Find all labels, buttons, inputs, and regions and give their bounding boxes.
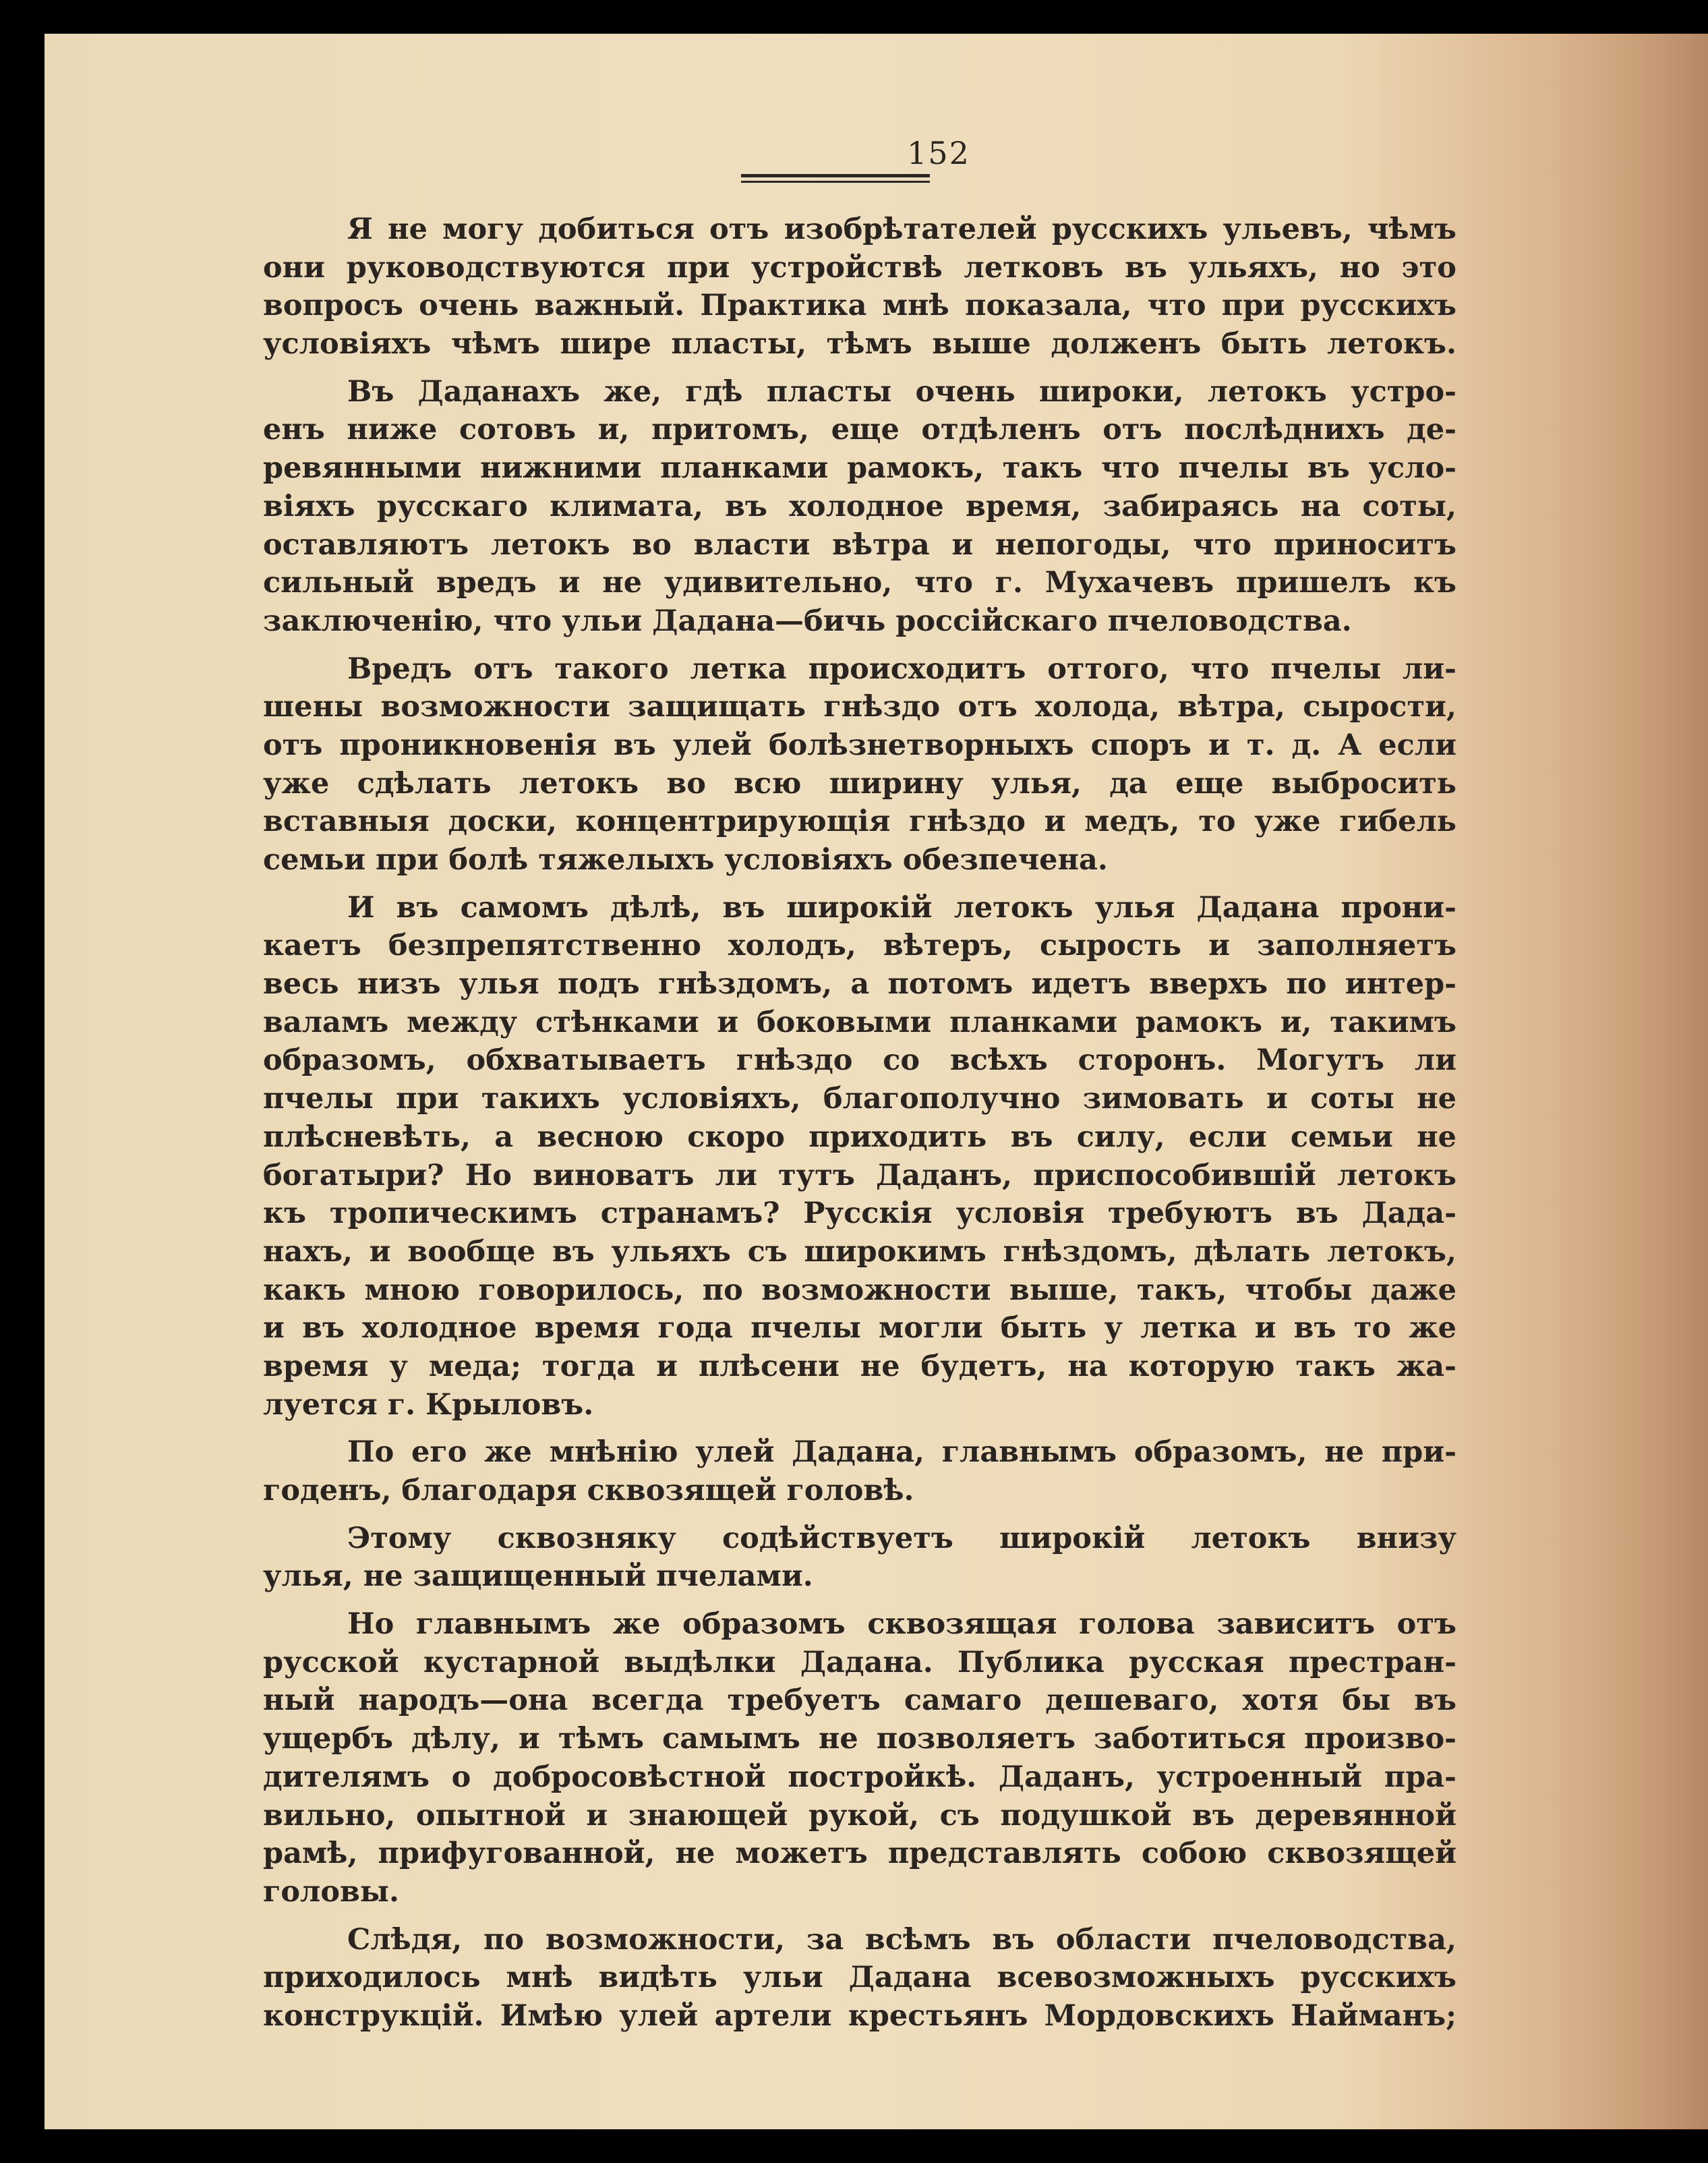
text-line: луется г. Крыловъ. [263, 1387, 594, 1422]
text-line: Но главнымъ же образомъ сквозящая голова зависитъ отъ [347, 1607, 1456, 1642]
text-line: віяхъ русскаго климата, въ холодное время, забираясь на соты, [263, 489, 1456, 523]
text-line: По его же мнѣнію улей Дадана, главнымъ образомъ, не при- [347, 1435, 1456, 1470]
text-line: сильный вредъ и не удивительно, что г. Мухачевъ пришелъ къ [263, 566, 1456, 600]
text-line: къ тропическимъ странамъ? Русскія условія требуютъ въ Дада- [263, 1196, 1456, 1231]
text-line: вставныя доски, концентрирующія гнѣздо и медъ, то уже гибель [263, 805, 1456, 839]
text-line: семьи при болѣ тяжелыхъ условіяхъ обезпечена. [263, 843, 1108, 877]
text-line: Въ Даданахъ же, гдѣ пласты очень широки, летокъ устро- [347, 374, 1456, 409]
header-rule-thick [741, 174, 930, 177]
text-line: вопросъ очень важный. Практика мнѣ показала, что при русскихъ [263, 289, 1456, 323]
text-line: ревянными нижними планками рамокъ, такъ что пчелы въ усло- [263, 451, 1456, 486]
text-line: годенъ, благодаря сквозящей головѣ. [263, 1474, 914, 1507]
book-page [45, 34, 1708, 2129]
text-line: уже сдѣлать летокъ во всю ширину улья, да еще выбросить [263, 766, 1456, 801]
text-line: ущербъ дѣлу, и тѣмъ самымъ не позволяетъ заботиться произво- [263, 1722, 1456, 1756]
text-line: плѣсневѣть, а весною скоро приходить въ силу, если семьи не [263, 1120, 1456, 1154]
page-number: 152 [907, 135, 970, 171]
page-edge-shadow [1546, 34, 1708, 2129]
page-header [45, 135, 1708, 171]
text-line: вильно, опытной и знающей рукой, съ подушкой въ деревянной [263, 1798, 1456, 1833]
text-line: Я не могу добиться отъ изобрѣтателей русскихъ ульевъ, чѣмъ [347, 212, 1456, 246]
text-line: приходилось мнѣ видѣть ульи Дадана всевозможныхъ русскихъ [263, 1961, 1456, 1995]
text-line: отъ проникновенія въ улей болѣзнетворныхъ споръ и т. д. А если [263, 728, 1456, 762]
header-rule-thin [741, 181, 930, 183]
text-line: пчелы при такихъ условіяхъ, благополучно зимовать и соты не [263, 1082, 1456, 1116]
text-line: улья, не защищенный пчелами. [263, 1559, 813, 1594]
text-line: Слѣдя, по возможности, за всѣмъ въ области пчеловодства, [347, 1922, 1456, 1957]
text-line: нахъ, и вообще въ ульяхъ съ широкимъ гнѣздомъ, дѣлать летокъ, [263, 1234, 1456, 1269]
text-line: енъ ниже сотовъ и, притомъ, еще отдѣленъ отъ послѣднихъ де- [263, 413, 1456, 447]
text-line: русской кустарной выдѣлки Дадана. Публика русская престран- [263, 1645, 1456, 1679]
text-line: и въ холодное время года пчелы могли быть у летка и въ то же [263, 1311, 1456, 1346]
text-line: время у меда; тогда и плѣсени не будетъ, на которую такъ жа- [263, 1349, 1456, 1383]
text-line: валамъ между стѣнками и боковыми планками рамокъ и, такимъ [263, 1005, 1456, 1039]
text-line: конструкцій. Имѣю улей артели крестьянъ Мордовскихъ Найманъ; [263, 1998, 1456, 2033]
text-line: головы. [263, 1874, 399, 1909]
text-line: какъ мною говорилось, по возможности выше, такъ, чтобы даже [263, 1273, 1456, 1307]
text-line: каетъ безпрепятственно холодъ, вѣтеръ, сырость и заполняетъ [263, 929, 1456, 963]
text-line: они руководствуются при устройствѣ летковъ въ ульяхъ, но это [263, 250, 1456, 285]
text-line: шены возможности защищать гнѣздо отъ холода, вѣтра, сырости, [263, 690, 1456, 724]
text-line: ный народъ—она всегда требуетъ самаго дешеваго, хотя бы въ [263, 1683, 1456, 1718]
text-line: дителямъ о добросовѣстной постройкѣ. Даданъ, устроенный пра- [263, 1760, 1456, 1794]
text-line: оставляютъ летокъ во власти вѣтра и непогоды, что приноситъ [263, 527, 1456, 562]
text-line: заключенію, что ульи Дадана—бичь россійскаго пчеловодства. [263, 604, 1352, 638]
text-line: Этому сквозняку содѣйствуетъ широкій летокъ внизу [347, 1521, 1456, 1555]
text-line: условіяхъ чѣмъ шире пласты, тѣмъ выше долженъ быть летокъ. [263, 327, 1456, 362]
text-line: богатыри? Но виноватъ ли тутъ Даданъ, приспособившій летокъ [263, 1158, 1456, 1192]
text-line: Вредъ отъ такого летка происходитъ оттого, что пчелы ли- [347, 652, 1456, 686]
body-text [263, 210, 1456, 2036]
text-line: И въ самомъ дѣлѣ, въ широкій летокъ улья Дадана прони- [347, 890, 1456, 925]
text-line: рамѣ, прифугованной, не можетъ представлять собою сквозящей [263, 1837, 1456, 1871]
text-line: образомъ, обхватываетъ гнѣздо со всѣхъ сторонъ. Могутъ ли [263, 1043, 1456, 1078]
text-line: весь низъ улья подъ гнѣздомъ, а потомъ идетъ вверхъ по интер- [263, 967, 1456, 1002]
